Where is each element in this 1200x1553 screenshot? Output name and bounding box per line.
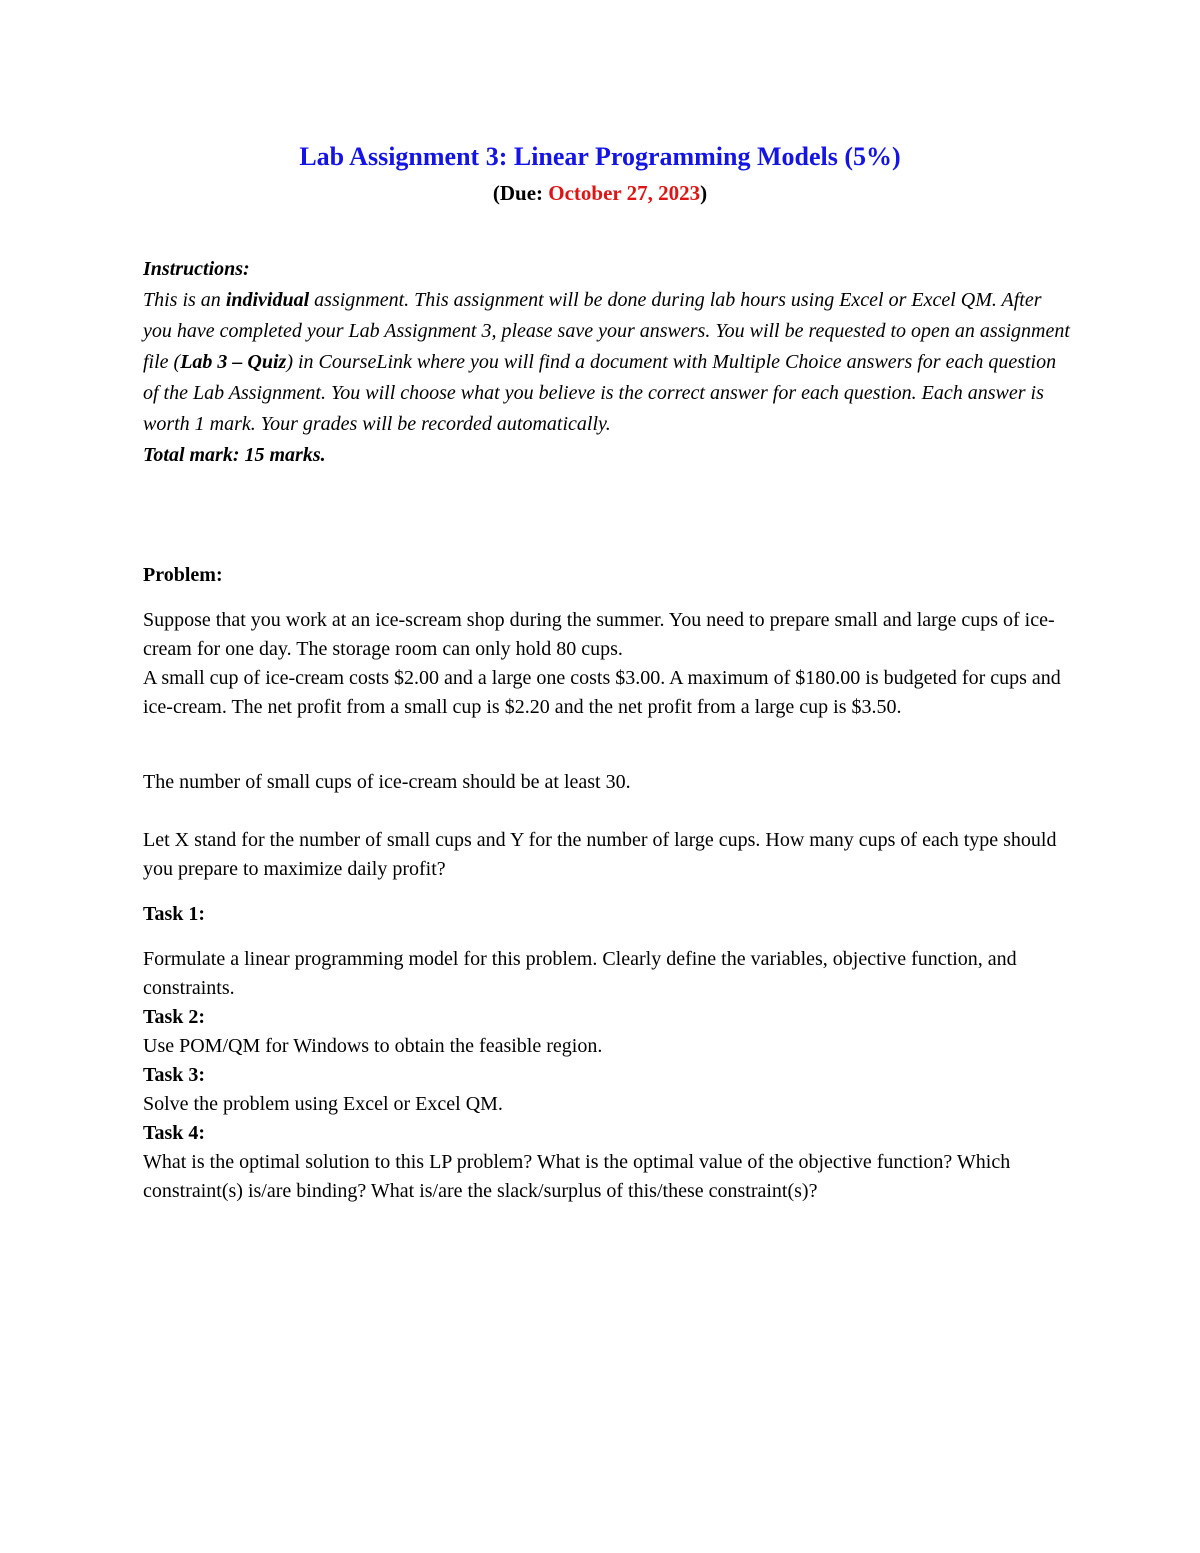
task-4-text: What is the optimal solution to this LP problem? What is the optimal value of the objective function? Which constraint(s) is/are binding? What is/are the slack/surplus of this/these constraint(s)? (143, 1151, 1011, 1202)
problem-paragraph-1 (143, 606, 1073, 722)
total-mark: Total mark: 15 marks. (143, 444, 326, 466)
instructions-text-3: ) in CourseLink where you will find a document with Multiple Choice answers for each question of the Lab Assignment. You will choose what you believe is the correct answer for each question. Each answer is worth 1 mark. Your grades will be recorded automatically. (143, 351, 1057, 435)
task-3-heading: Task 3: (143, 1064, 206, 1086)
due-line (0, 178, 1200, 208)
task-3-text: Solve the problem using Excel or Excel QM. (143, 1093, 503, 1115)
task-4-heading: Task 4: (143, 1122, 206, 1144)
instructions-emphasis-quiz: Lab 3 – Quiz (180, 351, 287, 373)
task-1-heading-block (143, 900, 1073, 929)
tasks-block (143, 945, 1073, 1206)
instructions-emphasis-individual: individual (225, 289, 310, 311)
problem-heading-block (143, 561, 1073, 590)
task-1-heading: Task 1: (143, 903, 206, 925)
document-title: Lab Assignment 3: Linear Programming Models (5%) (299, 142, 901, 171)
task-1-text: Formulate a linear programming model for this problem. Clearly define the variables, objective function, and constraints. (143, 948, 1017, 999)
problem-paragraph-3 (143, 768, 1073, 797)
instructions-heading: Instructions: (143, 258, 250, 280)
instructions-text-1: This is an (143, 289, 226, 311)
task-2-heading: Task 2: (143, 1006, 206, 1028)
problem-text-3: The number of small cups of ice-cream should be at least 30. (143, 771, 631, 793)
problem-heading: Problem: (143, 564, 223, 586)
problem-paragraph-4 (143, 826, 1073, 884)
problem-text-1: Suppose that you work at an ice-scream shop during the summer. You need to prepare small and large cups of ice-cream for one day. The storage room can only hold 80 cups. (143, 609, 1055, 660)
instructions-section (143, 254, 1073, 471)
problem-text-4: Let X stand for the number of small cups and Y for the number of large cups. How many cups of each type should you prepare to maximize daily profit? (143, 829, 1057, 880)
instructions-paragraph (143, 285, 1073, 440)
task-2-text: Use POM/QM for Windows to obtain the feasible region. (143, 1035, 603, 1057)
due-suffix: ) (700, 181, 708, 205)
due-prefix: (Due: (492, 181, 549, 205)
problem-text-2: A small cup of ice-cream costs $2.00 and a large one costs $3.00. A maximum of $180.00 is budgeted for cups and ice-cream. The net profit from a small cup is $2.20 and the net profit from a large cup is $3.50. (143, 667, 1061, 718)
instructions-text-2: assignment. This assignment will be done during lab hours using Excel or Excel QM. After you have completed your Lab Assignment 3, please save your answers. You will be requested to open an assignment file ( (143, 289, 1070, 373)
due-date: October 27, 2023 (548, 181, 701, 205)
